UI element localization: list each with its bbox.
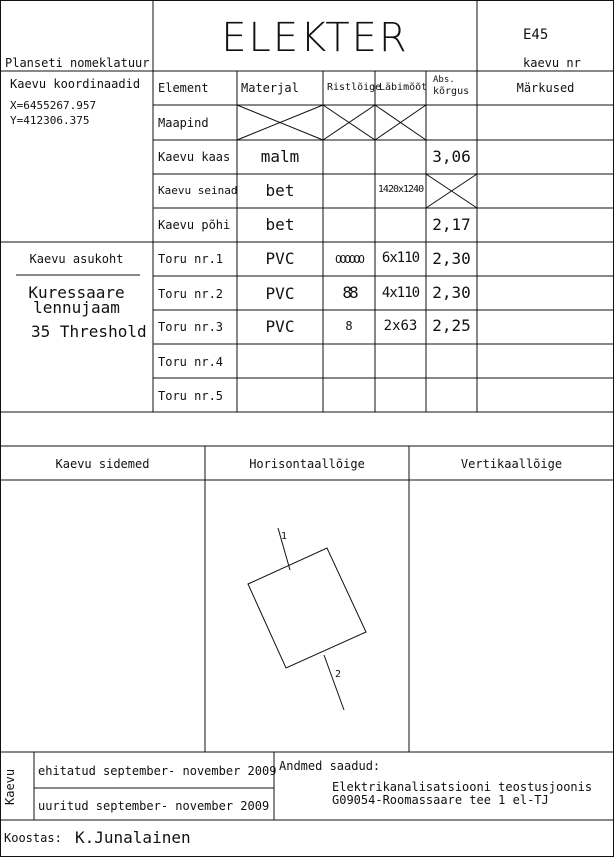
well-square	[248, 548, 366, 668]
horizontal-section-diagram	[248, 528, 366, 710]
row-element: Kaevu põhi	[158, 218, 231, 232]
row-element: Toru nr.2	[158, 287, 224, 301]
section-connections: Kaevu sidemed	[55, 457, 150, 471]
page-title: ELEKTER	[221, 15, 409, 61]
row-dimension: 4x110	[381, 285, 420, 301]
row-material: PVC	[265, 284, 295, 303]
row-material: PVC	[265, 317, 295, 336]
row-element: Toru nr.3	[158, 320, 224, 334]
pipe-1-label: 1	[281, 531, 288, 542]
row-section-symbol: 88	[342, 283, 356, 302]
header-material: Materjal	[241, 81, 299, 95]
coordinate-x: X=6455267.957	[10, 99, 97, 112]
nomenclature-label: Planseti nomeklatuur	[5, 56, 150, 70]
row-elevation: 2,25	[432, 316, 471, 335]
row-section-symbol: 8	[345, 319, 353, 333]
location-line-3: 35 Threshold	[31, 322, 147, 341]
well-number-label: kaevu nr	[523, 56, 581, 70]
header-notes: Märkused	[516, 81, 575, 95]
data-source-line-2: G09054-Roomassaare tee 1 el-TJ	[332, 793, 549, 807]
row-elevation: 2,30	[432, 283, 471, 302]
built-date: ehitatud september- november 2009	[38, 764, 277, 778]
pipe-2-label: 2	[335, 669, 342, 680]
data-source-line-1: Elektrikanalisatsiooni teostusjoonis	[332, 780, 593, 794]
pipe-2-line	[324, 655, 344, 710]
data-source-label: Andmed saadud:	[279, 759, 381, 773]
row-element: Toru nr.1	[158, 252, 224, 266]
author-name: K.Junalainen	[75, 828, 191, 847]
row-dimension: 2x63	[383, 318, 418, 334]
well-number: E45	[523, 27, 549, 43]
row-dimension: 1420x1240	[377, 184, 424, 195]
row-material: PVC	[265, 249, 295, 268]
coordinates-label: Kaevu koordinaadid	[10, 77, 141, 91]
header-element: Element	[158, 81, 209, 95]
row-material: malm	[260, 147, 300, 166]
row-element: Toru nr.5	[158, 389, 224, 403]
location-line-2: lennujaam	[33, 298, 120, 317]
row-elevation: 2,30	[432, 249, 471, 268]
row-elevation: 2,17	[432, 215, 471, 234]
row-section-symbol: OOOOOO	[335, 253, 363, 266]
row-element: Maapind	[158, 116, 209, 130]
row-element: Kaevu kaas	[158, 150, 231, 164]
section-vertical: Vertikaallõige	[460, 457, 563, 471]
row-dimension: 6x110	[381, 250, 420, 266]
header-dimension: Läbimõõt	[379, 82, 428, 93]
coordinate-y: Y=412306.375	[10, 114, 90, 127]
author-label: Koostas:	[4, 831, 62, 845]
location-line-1: Kuressaare	[28, 283, 125, 302]
surveyed-date: uuritud september- november 2009	[38, 799, 270, 813]
row-element: Toru nr.4	[158, 355, 224, 369]
section-horizontal: Horisontaallõige	[249, 457, 365, 471]
row-material: bet	[265, 181, 295, 200]
row-elevation: 3,06	[432, 147, 471, 166]
row-element: Kaevu seinad	[158, 184, 238, 197]
header-cross-section: Ristlõige	[327, 82, 382, 93]
location-label: Kaevu asukoht	[29, 252, 124, 266]
footer-vertical-label: Kaevu	[3, 768, 17, 805]
header-elevation: kõrgus	[433, 86, 470, 97]
header-abs: Abs.	[433, 75, 455, 85]
row-material: bet	[265, 215, 295, 234]
